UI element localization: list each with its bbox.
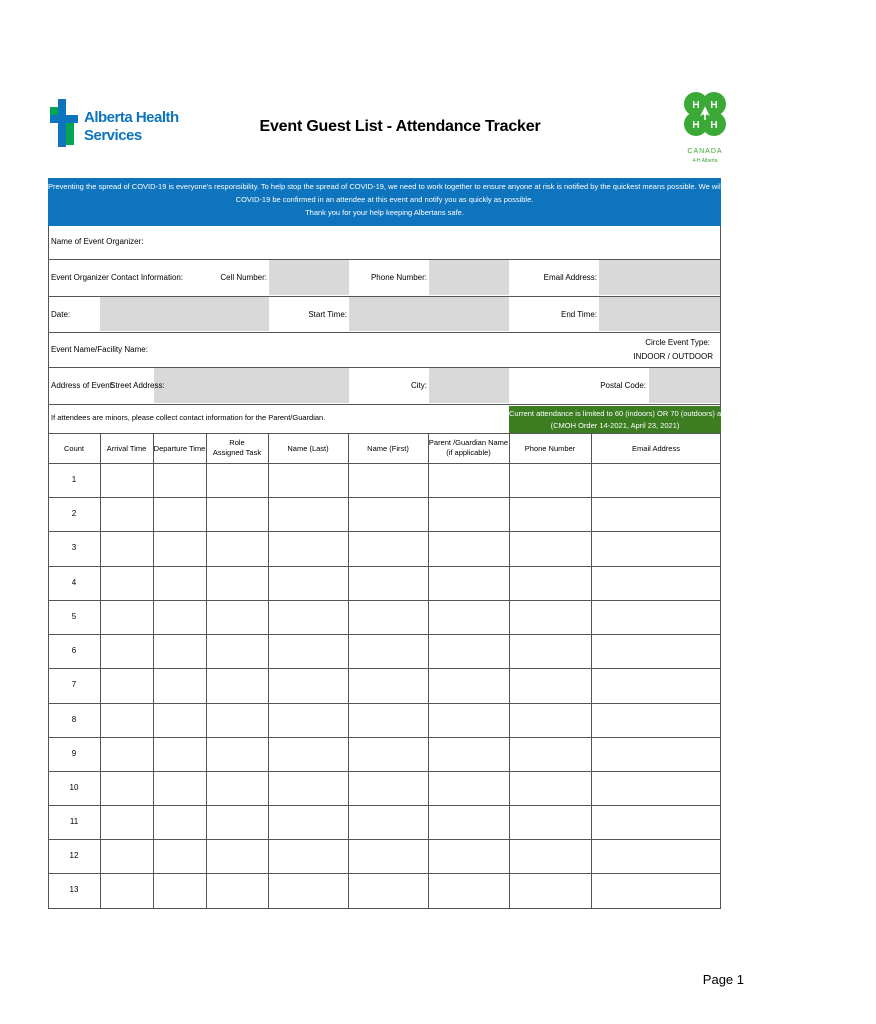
- email-address-label: Email Address:: [543, 273, 597, 282]
- ahs-name-line2: Services: [84, 127, 142, 144]
- organizer-label: Name of Event Organizer:: [51, 237, 144, 246]
- attendance-limit-notice: [509, 406, 748, 433]
- city-field[interactable]: [429, 368, 509, 403]
- contact-info-label: Event Organizer Contact Information:: [51, 273, 184, 282]
- cell-number-field[interactable]: [269, 260, 349, 295]
- col-header-guardian-line1: Parent /Guardian Name: [428, 438, 509, 447]
- row-count-3: 3: [71, 543, 77, 552]
- col-header-arrival-text: Arrival Time: [106, 444, 147, 453]
- row-count-6: 6: [71, 646, 77, 655]
- street-address-label: Street Address:: [110, 381, 165, 390]
- phone-number-label: Phone Number:: [370, 273, 427, 282]
- col-header-role-line2: Assigned Task: [212, 448, 262, 457]
- svg-text:H: H: [692, 100, 700, 111]
- attendance-limit-line-2: (CMOH Order 14-2021, April 23, 2021): [550, 421, 680, 430]
- row-count-4: 4: [71, 578, 77, 587]
- col-header-guardian-line2: (if applicable): [446, 448, 491, 457]
- street-address-field[interactable]: [154, 368, 349, 403]
- row-count-11: 11: [69, 817, 79, 826]
- col-header-name-first: [348, 444, 428, 454]
- row-count-13: 13: [69, 885, 79, 894]
- col-header-email: [591, 444, 721, 454]
- end-time-field[interactable]: [599, 297, 721, 331]
- col-header-count: [48, 444, 100, 454]
- 4h-alberta-text: 4-H Alberta: [692, 158, 718, 164]
- svg-text:H: H: [710, 100, 718, 111]
- row-count-1: 1: [71, 475, 77, 484]
- date-field[interactable]: [100, 297, 269, 331]
- email-address-field[interactable]: [599, 260, 721, 295]
- col-header-departure-text: Departure Time: [153, 444, 206, 453]
- svg-text:H: H: [692, 120, 700, 131]
- covid-notice-banner: [48, 178, 876, 226]
- col-header-phone-text: Phone Number: [524, 444, 576, 453]
- col-header-arrival: [100, 444, 153, 454]
- page-number: Page 1: [702, 972, 744, 987]
- row-count-2: 2: [71, 509, 77, 518]
- ahs-logo: [48, 97, 179, 149]
- attendance-limit-line-1: Current attendance is limited to 60 (indoors) OR 70 (outdoors) at a time.: [509, 409, 748, 418]
- row-count-7: 7: [71, 680, 77, 689]
- col-header-phone: [509, 444, 591, 454]
- row-count-8: 8: [71, 715, 77, 724]
- row-count-12: 12: [69, 851, 79, 860]
- postal-code-field[interactable]: [649, 368, 721, 403]
- start-time-label: Start Time:: [308, 310, 347, 319]
- minors-note: If attendees are minors, please collect contact information for the Parent/Guardian.: [51, 413, 326, 422]
- event-type-options[interactable]: INDOOR / OUTDOOR: [633, 352, 713, 361]
- col-header-name-last: [268, 444, 348, 454]
- col-header-role-line1: Role: [229, 438, 245, 447]
- ahs-name-line1: Alberta Health: [84, 109, 179, 126]
- end-time-label: End Time:: [560, 310, 597, 319]
- row-count-5: 5: [71, 612, 77, 621]
- banner-line-3: Thank you for your help keeping Albertans safe.: [305, 208, 464, 217]
- col-header-guardian: [428, 438, 509, 458]
- row-count-9: 9: [71, 749, 77, 758]
- date-label: Date:: [51, 310, 71, 319]
- canada-text: CANADA: [687, 148, 723, 155]
- col-header-role: [206, 438, 268, 458]
- postal-code-label: Postal Code:: [600, 381, 646, 390]
- four-leaf-clover-icon: [680, 88, 730, 148]
- row-count-10: 10: [69, 783, 79, 792]
- page-title: Event Guest List - Attendance Tracker: [259, 118, 541, 135]
- 4h-canada-logo: [680, 88, 730, 168]
- cell-number-label: Cell Number:: [220, 273, 267, 282]
- banner-line-2: COVID-19 be confirmed in an attendee at this event and notify you as quickly as possible.: [235, 195, 534, 204]
- address-label: Address of Event:: [51, 381, 115, 390]
- event-type-label: Circle Event Type:: [645, 338, 710, 347]
- event-name-label: Event Name/Facility Name:: [51, 345, 148, 354]
- col-header-name-first-text: Name (First): [367, 444, 409, 453]
- start-time-field[interactable]: [349, 297, 509, 331]
- col-header-name-last-text: Name (Last): [287, 444, 329, 453]
- col-header-count-text: Count: [63, 444, 84, 453]
- col-header-email-text: Email Address: [632, 444, 680, 453]
- ahs-cross-icon: [48, 97, 80, 149]
- svg-text:H: H: [710, 120, 718, 131]
- banner-line-1: Preventing the spread of COVID-19 is everyone's responsibility. To help stop the spread of COVID-19, we need to work together to ensure anyone at risk is notified by the quickest means possible. We will work with AHS Public Health should a case of: [48, 182, 876, 191]
- col-header-departure: [153, 444, 206, 454]
- phone-number-field[interactable]: [429, 260, 509, 295]
- city-label: City:: [411, 381, 427, 390]
